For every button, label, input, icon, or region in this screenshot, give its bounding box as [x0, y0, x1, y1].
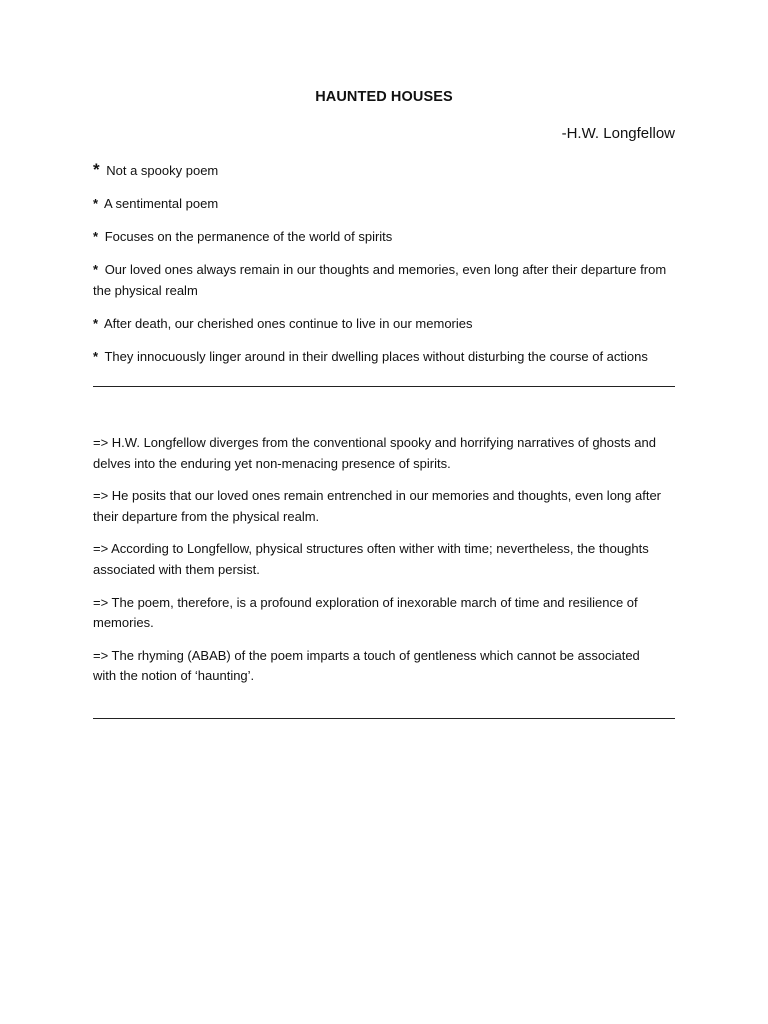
bullet-marker: * [93, 196, 99, 211]
analysis-paragraph: => He posits that our loved ones remain entrenched in our memories and thoughts, even long after their departure from the physical realm. [93, 488, 662, 524]
bullet-marker: * [93, 160, 100, 179]
bullet-item [93, 160, 675, 182]
bullet-item [93, 347, 675, 368]
bullet-marker: * [93, 315, 99, 331]
bullet-item [93, 194, 675, 215]
poem-title: HAUNTED HOUSES [315, 89, 453, 105]
poem-author: -H.W. Longfellow [561, 125, 675, 142]
section-divider-top [93, 386, 675, 387]
bullet-marker: * [93, 262, 99, 277]
bullet-text: After death, our cherished ones continue to live in our memories [103, 315, 473, 331]
analysis-list [93, 433, 663, 699]
bullet-text: A sentimental poem [103, 196, 219, 211]
analysis-paragraph: => According to Longfellow, physical structures often wither with time; nevertheless, the thoughts associated with them persist. [93, 541, 649, 577]
bullet-item [93, 227, 675, 248]
analysis-paragraph: => The poem, therefore, is a profound exploration of inexorable march of time and resilience of memories. [93, 594, 638, 631]
bullet-text: Not a spooky poem [106, 163, 219, 178]
bullet-text: Our loved ones always remain in our thoughts and memories, even long after their departure from the physical realm [93, 262, 667, 298]
bullet-marker: * [93, 348, 99, 364]
bullet-item [93, 314, 675, 335]
section-divider-bottom [93, 718, 675, 719]
analysis-paragraph: => The rhyming (ABAB) of the poem imparts a touch of gentleness which cannot be associated with the notion of ‘haunting’. [93, 647, 640, 684]
bullet-item [93, 260, 675, 301]
bullet-text: Focuses on the permanence of the world of spirits [104, 229, 393, 244]
bullet-text: They innocuously linger around in their dwelling places without disturbing the course of actions [104, 348, 648, 364]
bullet-marker: * [93, 229, 99, 244]
analysis-paragraph: => H.W. Longfellow diverges from the conventional spooky and horrifying narratives of ghosts and delves into the enduring yet non-menacing presence of spirits. [93, 435, 656, 471]
bullet-list [93, 160, 675, 380]
